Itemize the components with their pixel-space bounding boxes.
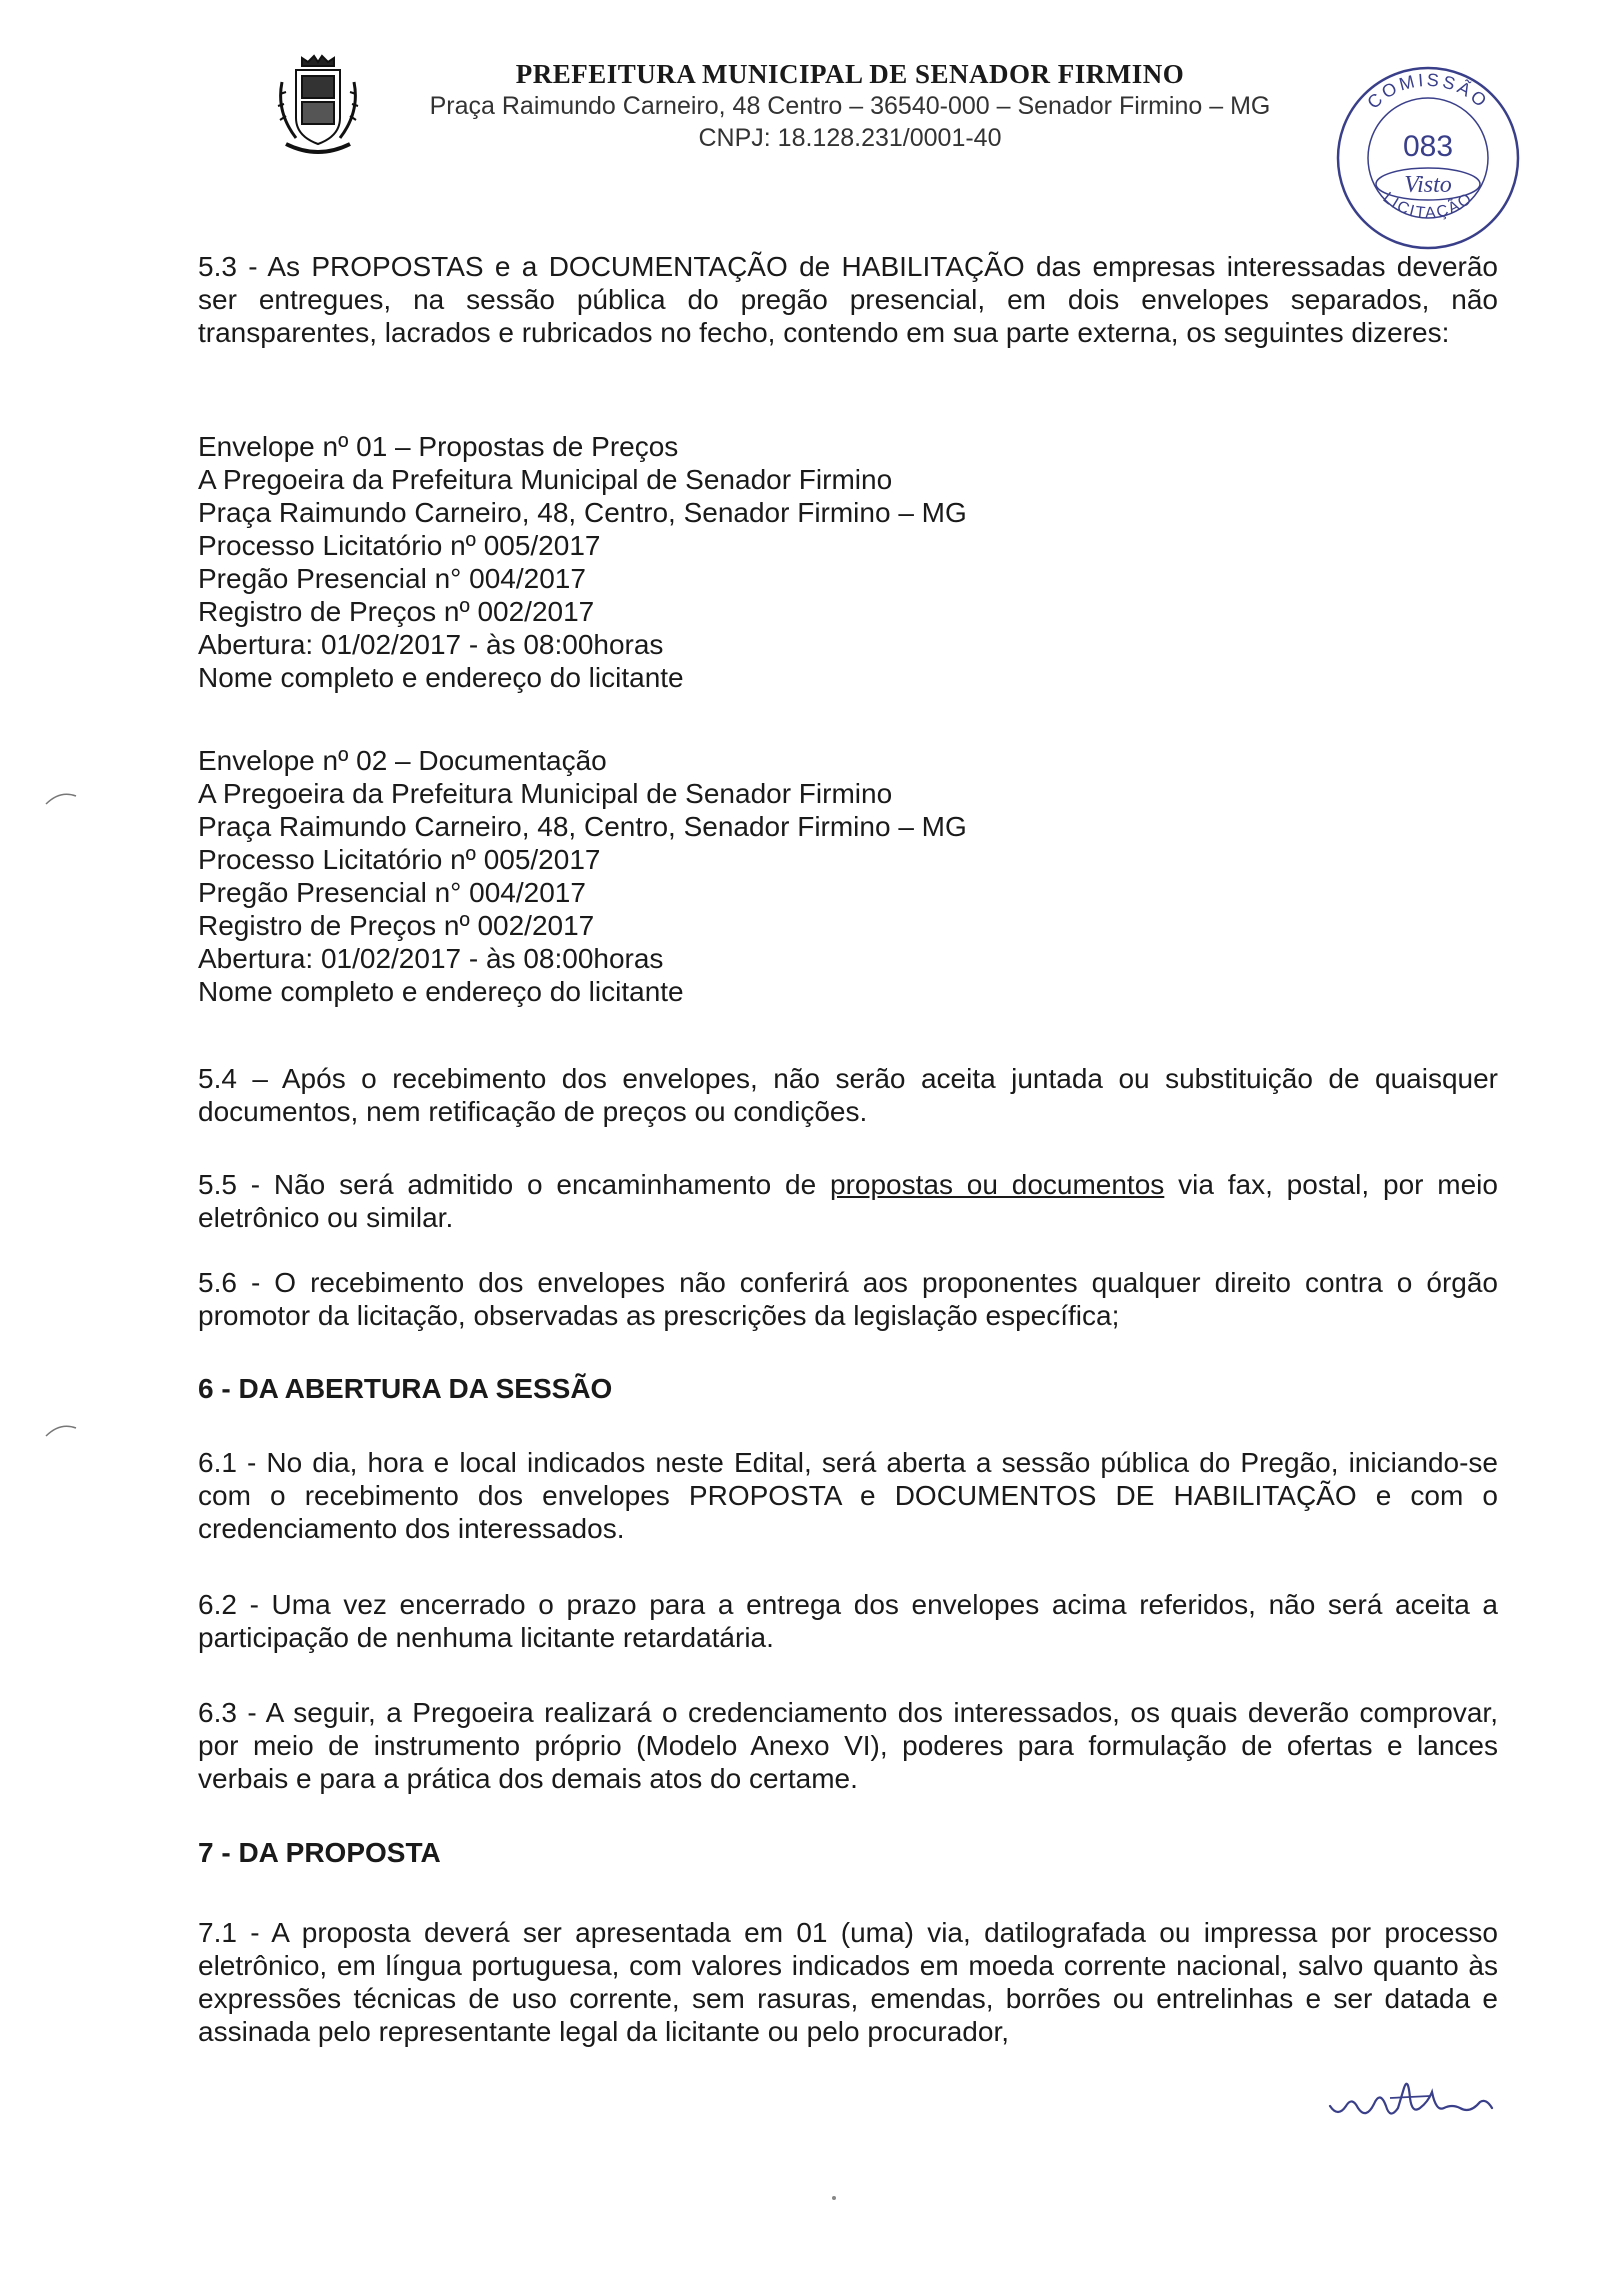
- envelope-01-line: Pregão Presencial n° 004/2017: [198, 563, 586, 594]
- envelope-02-line: Pregão Presencial n° 004/2017: [198, 877, 586, 908]
- paragraph-5-4: 5.4 – Após o recebimento dos envelopes, não serão aceita juntada ou substituição de quaisquer documentos, nem retificação de preços ou condições.: [198, 1063, 1498, 1127]
- envelope-02-line: Processo Licitatório nº 005/2017: [198, 844, 601, 875]
- underlined-phrase: propostas ou documentos: [830, 1169, 1165, 1200]
- paragraph-5-5: [198, 1168, 1498, 1234]
- punch-mark-icon: [44, 788, 84, 808]
- letterhead: [420, 58, 1280, 154]
- paragraph-5-6: 5.6 - O recebimento dos envelopes não conferirá aos proponentes qualquer direito contra o órgão promotor da licitação, observadas as prescrições da legislação específica;: [198, 1267, 1498, 1331]
- letterhead-cnpj: CNPJ: 18.128.231/0001-40: [698, 124, 1002, 152]
- paragraph-6-3: 6.3 - A seguir, a Pregoeira realizará o credenciamento dos interessados, os quais deverão comprovar, por meio de instrumento próprio (Modelo Anexo VI), poderes para formulação de ofertas e lances verbais e para a prática dos demais atos do certame.: [198, 1697, 1498, 1794]
- envelope-01-block: [198, 430, 1498, 694]
- letterhead-title: PREFEITURA MUNICIPAL DE SENADOR FIRMINO: [515, 59, 1185, 89]
- municipal-crest-icon: [272, 52, 364, 160]
- paragraph-5-5-text: via fax, postal, por meio eletrônico ou similar.: [198, 1169, 1498, 1233]
- section-heading-7: 7 - DA PROPOSTA: [198, 1837, 441, 1868]
- envelope-01-line: Registro de Preços nº 002/2017: [198, 596, 595, 627]
- envelope-02-line: Praça Raimundo Carneiro, 48, Centro, Senador Firmino – MG: [198, 811, 967, 842]
- letterhead-address: Praça Raimundo Carneiro, 48 Centro – 36540-000 – Senador Firmino – MG: [429, 92, 1271, 120]
- paragraph-7-1: 7.1 - A proposta deverá ser apresentada em 01 (uma) via, datilografada ou impressa por processo eletrônico, em língua portuguesa, com valores indicados em moeda corrente nacional, salvo quanto às expressões técnicas de uso corrente, sem rasuras, emendas, borrões ou entrelinhas e ser datada e assinada pelo representante legal da licitante ou pelo procurador,: [198, 1917, 1498, 2047]
- paragraph-6-2: 6.2 - Uma vez encerrado o prazo para a entrega dos envelopes acima referidos, não será aceita a participação de nenhuma licitante retardatária.: [198, 1589, 1498, 1653]
- envelope-01-line: Processo Licitatório nº 005/2017: [198, 530, 601, 561]
- paragraph-6-1: 6.1 - No dia, hora e local indicados neste Edital, será aberta a sessão pública do Pregão, iniciando-se com o recebimento dos envelopes PROPOSTA e DOCUMENTOS DE HABILITAÇÃO e com o credenciamento dos interessados.: [198, 1447, 1498, 1544]
- envelope-01-line: Envelope nº 01 – Propostas de Preços: [198, 431, 679, 462]
- paragraph-5-5-text: 5.5 - Não será admitido o encaminhamento de: [198, 1169, 830, 1200]
- section-heading-6: 6 - DA ABERTURA DA SESSÃO: [198, 1373, 613, 1404]
- envelope-02-line: Registro de Preços nº 002/2017: [198, 910, 595, 941]
- handwritten-rubric-icon: [1320, 2068, 1520, 2128]
- envelope-02-line: Envelope nº 02 – Documentação: [198, 745, 607, 776]
- envelope-01-line: Abertura: 01/02/2017 - às 08:00horas: [198, 629, 664, 660]
- envelope-02-block: [198, 744, 1498, 1008]
- paragraph-5-3: 5.3 - As PROPOSTAS e a DOCUMENTAÇÃO de HABILITAÇÃO das empresas interessadas deverão ser entregues, na sessão pública do pregão presencial, em dois envelopes separados, não transparentes, lacrados e rubricados no fecho, contendo em sua parte externa, os seguintes dizeres:: [198, 251, 1498, 348]
- svg-text:COMISSÃO: COMISSÃO: [1363, 69, 1493, 113]
- envelope-01-line: Praça Raimundo Carneiro, 48, Centro, Senador Firmino – MG: [198, 497, 967, 528]
- stamp-signature: Visto: [1404, 172, 1452, 198]
- envelope-02-line: Abertura: 01/02/2017 - às 08:00horas: [198, 943, 664, 974]
- envelope-01-line: Nome completo e endereço do licitante: [198, 662, 684, 693]
- punch-mark-icon: [44, 1420, 84, 1440]
- stamp-number: 083: [1402, 130, 1454, 163]
- scan-speck: [832, 2196, 836, 2200]
- envelope-01-line: A Pregoeira da Prefeitura Municipal de Senador Firmino: [198, 464, 893, 495]
- svg-text:LICITAÇÃO: LICITAÇÃO: [1379, 189, 1477, 223]
- commission-stamp-icon: [1328, 58, 1528, 258]
- envelope-02-line: A Pregoeira da Prefeitura Municipal de Senador Firmino: [198, 778, 893, 809]
- envelope-02-line: Nome completo e endereço do licitante: [198, 976, 684, 1007]
